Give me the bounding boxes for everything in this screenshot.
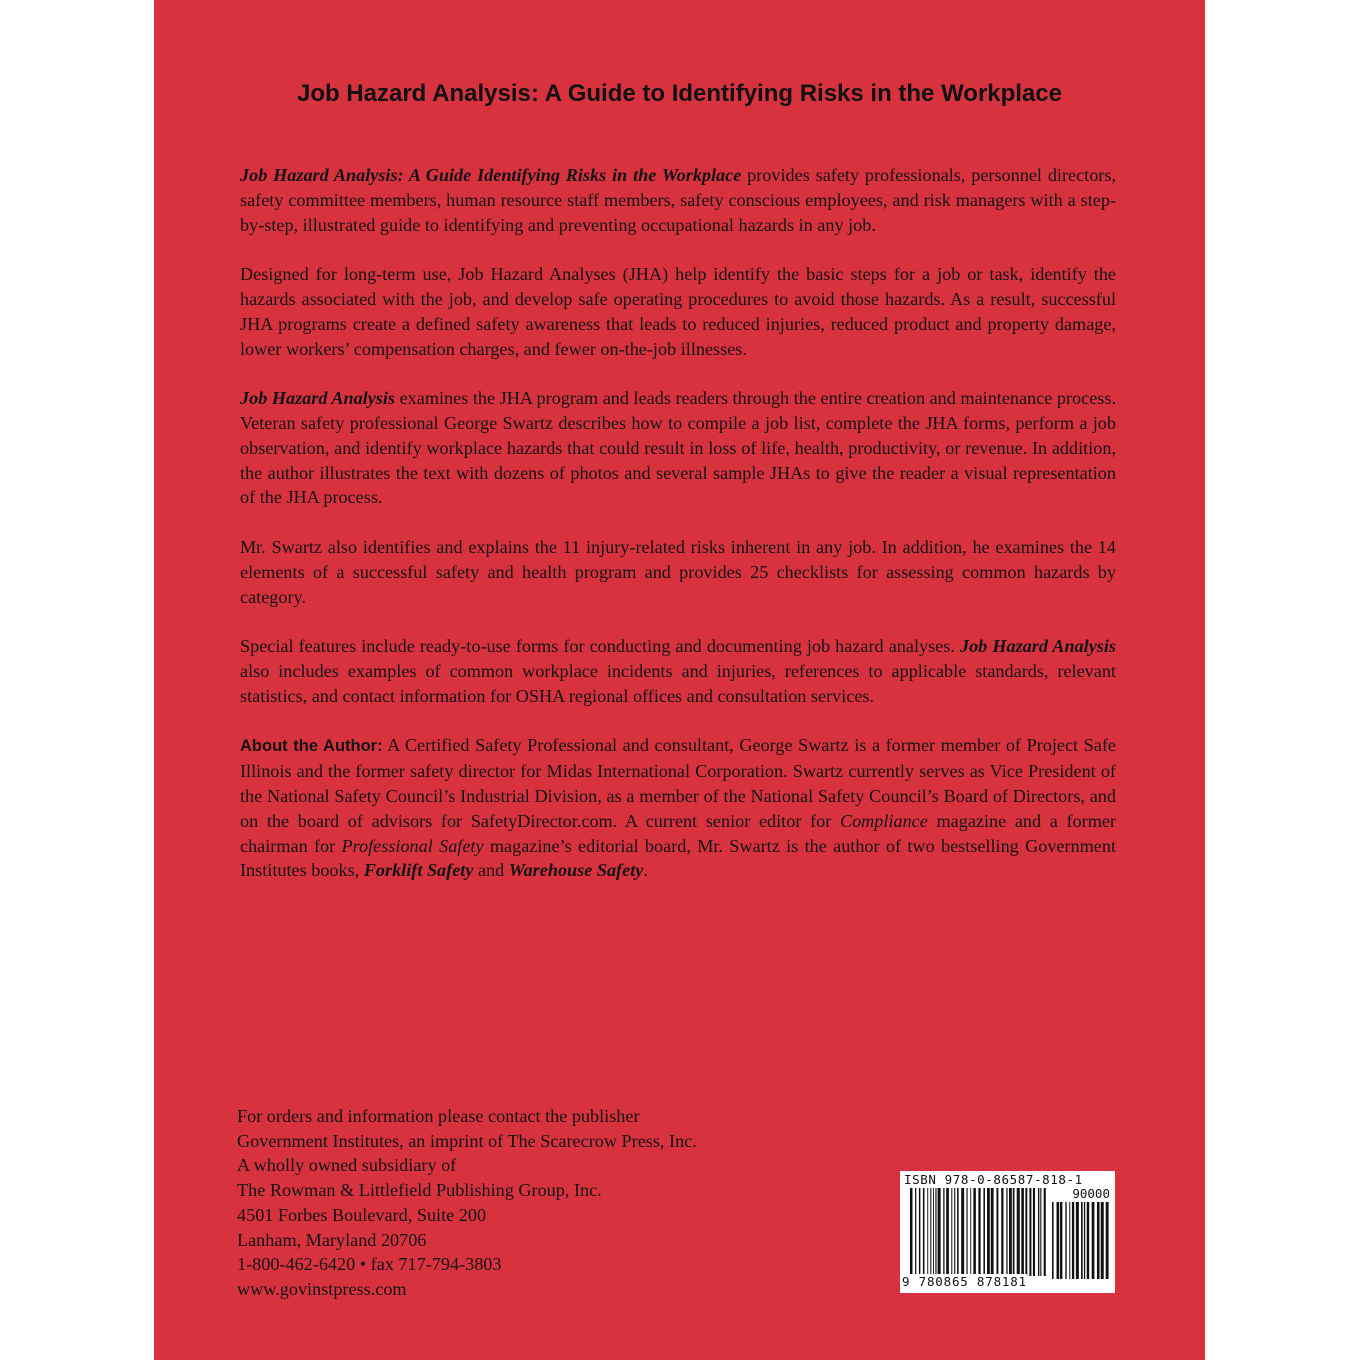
- barcode-bar: [1087, 1202, 1089, 1279]
- about-text-g: and: [473, 860, 509, 881]
- barcode-bar: [991, 1188, 994, 1276]
- barcode-bar: [961, 1188, 964, 1276]
- barcode-bars: [910, 1188, 1048, 1286]
- barcode-bar: [1033, 1188, 1035, 1276]
- intro-lead: Job Hazard Analysis: A Guide Identifying Risks in the Workplace: [240, 165, 742, 185]
- about-author-paragraph: [240, 733, 1116, 883]
- barcode-bar: [957, 1188, 959, 1276]
- book-forklift-safety: Forklift Safety: [363, 860, 474, 881]
- publisher-line: Lanham, Maryland 20706: [237, 1229, 427, 1250]
- barcode-bar: [946, 1188, 949, 1276]
- features-text-a: Special features include ready-to-use forms for conducting and documenting job hazard analyses.: [240, 636, 960, 657]
- barcode-bar: [1069, 1202, 1070, 1279]
- barcode-bar: [978, 1188, 980, 1286]
- isbn-barcode: [900, 1171, 1115, 1293]
- barcode-bar: [919, 1188, 920, 1276]
- barcode-bar: [1101, 1202, 1104, 1279]
- barcode-bar: [943, 1188, 944, 1276]
- publisher-line: For orders and information please contact the publisher: [237, 1106, 640, 1126]
- about-text-e: magazine’s editorial board, Mr. Swartz is the author of two bestselling Government Institutes books,: [240, 835, 1117, 881]
- barcode-bar: [938, 1188, 941, 1276]
- barcode-bar: [996, 1188, 998, 1276]
- barcode-bar: [930, 1188, 931, 1276]
- publisher-info: [237, 1104, 697, 1302]
- barcode-digits: 9 780865 878181: [902, 1274, 1027, 1289]
- barcode-bar: [1021, 1188, 1024, 1276]
- intro-paragraph: [240, 163, 1116, 237]
- barcode-bar: [973, 1188, 975, 1276]
- barcode-bar: [1038, 1188, 1039, 1276]
- barcode-bar: [1006, 1188, 1007, 1276]
- barcode-bar: [1097, 1202, 1100, 1279]
- barcode-bar: [987, 1188, 990, 1276]
- barcode-bar: [1072, 1202, 1074, 1279]
- price-addon-code: 90000: [1072, 1186, 1110, 1201]
- publisher-line: 4501 Forbes Boulevard, Suite 200: [237, 1204, 487, 1225]
- risks-paragraph: Mr. Swartz also identifies and explains the 11 injury-related risks inherent in any job. In addition, he examines the 14 elements of a successful safety and health program and provides 25 checklists for assessing common hazards by category.: [240, 536, 1116, 607]
- barcode-bar: [970, 1188, 971, 1276]
- barcode-bar: [1084, 1202, 1085, 1279]
- publisher-line: The Rowman & Littlefield Publishing Group, Inc.: [237, 1180, 602, 1201]
- magazine-compliance: Compliance: [839, 810, 928, 831]
- publisher-phone: 1-800-462-6420 • fax 717-794-3803: [237, 1254, 502, 1275]
- publisher-line: Government Institutes, an imprint of The Scarecrow Press, Inc.: [237, 1130, 697, 1151]
- publisher-line: A wholly owned subsidiary of: [237, 1155, 457, 1176]
- content-lead: Job Hazard Analysis: [240, 388, 396, 409]
- features-text-b: also includes examples of common workplace incidents and injuries, references to applicable standards, relevant statistics, and contact information for OSHA regional offices and consultation services.: [240, 660, 1116, 706]
- barcode-bar: [935, 1188, 936, 1276]
- content-text: examines the JHA program and leads readers through the entire creation and maintenance process. Veteran safety professional George Swartz describes how to compile a job list, complete the JHA forms, perform a job observation, and identify workplace hazards that could result in loss of life, health, productivity, or revenue. In addition, the author illustrates the text with dozens of photos and several sample JHAs to give the reader a visual representation of the JHA process.: [240, 388, 1116, 508]
- barcode-bar: [1106, 1202, 1109, 1279]
- barcode-bar: [1076, 1202, 1079, 1279]
- book-warehouse-safety: Warehouse Safety: [508, 860, 644, 881]
- barcode-bar: [1001, 1188, 1003, 1276]
- barcode-bar: [1081, 1202, 1083, 1279]
- about-text-a: A Certified Safety Professional and consultant, George Swartz is a former member of Project Safe Illinois and the former safety director for Midas International Corporation. Swartz currently serves as Vice President of the National Safety Council’s Industrial Division, as a member of the National Safety Council’s Board of Directors, and on the board of advisors for SafetyDirector.com. A current senior editor for: [240, 735, 1116, 831]
- about-author-label: About the Author:: [240, 737, 383, 756]
- features-paragraph: [240, 634, 1116, 708]
- content-paragraph: [240, 386, 1116, 510]
- barcode-bar: [951, 1188, 952, 1276]
- barcode-bar: [910, 1188, 912, 1286]
- barcode-bar: [1065, 1202, 1066, 1279]
- about-text-c: magazine and a former chairman for: [240, 810, 1116, 856]
- publisher-website: www.govinstpress.com: [237, 1278, 407, 1299]
- back-cover-text: [240, 163, 1116, 908]
- barcode-bar: [1025, 1188, 1027, 1276]
- barcode-bar: [1060, 1202, 1063, 1279]
- addon-barcode-bars: [1052, 1202, 1110, 1289]
- barcode-bar: [1092, 1202, 1095, 1279]
- book-title: Job Hazard Analysis: A Guide to Identifying Risks in the Workplace: [296, 80, 1063, 107]
- barcode-bar: [933, 1188, 934, 1276]
- barcode-bar: [1017, 1188, 1020, 1276]
- barcode-bar: [954, 1188, 955, 1276]
- intro-text: provides safety professionals, personnel directors, safety committee members, human resource staff members, safety conscious employees, and risk managers with a step-by-step, illustrated guide to identifying and preventing occupational hazards in any job.: [240, 165, 1116, 235]
- isbn-text: ISBN 978-0-86587-818-1: [904, 1172, 1083, 1187]
- barcode-bar: [1040, 1188, 1041, 1276]
- barcode-bar: [923, 1188, 925, 1276]
- barcode-bar: [983, 1188, 985, 1286]
- magazine-professional-safety: Professional Safety: [341, 835, 484, 856]
- barcode-bar: [1009, 1188, 1012, 1276]
- barcode-bar: [927, 1188, 928, 1276]
- barcode-bar: [1052, 1202, 1054, 1279]
- barcode-bar: [966, 1188, 967, 1276]
- about-text-i: .: [643, 860, 648, 881]
- barcode-bar: [1029, 1188, 1031, 1276]
- barcode-bar: [1044, 1188, 1046, 1276]
- barcode-bar: [1013, 1188, 1015, 1276]
- barcode-bar: [1057, 1202, 1059, 1279]
- features-title: Job Hazard Analysis: [959, 636, 1116, 657]
- barcode-bar: [915, 1188, 916, 1286]
- purpose-paragraph: Designed for long-term use, Job Hazard Analyses (JHA) help identify the basic steps for a job or task, identify the hazards associated with the job, and develop safe operating procedures to avoid those hazards. As a result, successful JHA programs create a defined safety awareness that leads to reduced injuries, reduced product and property damage, lower workers’ compensation charges, and fewer on-the-job illnesses.: [240, 264, 1116, 359]
